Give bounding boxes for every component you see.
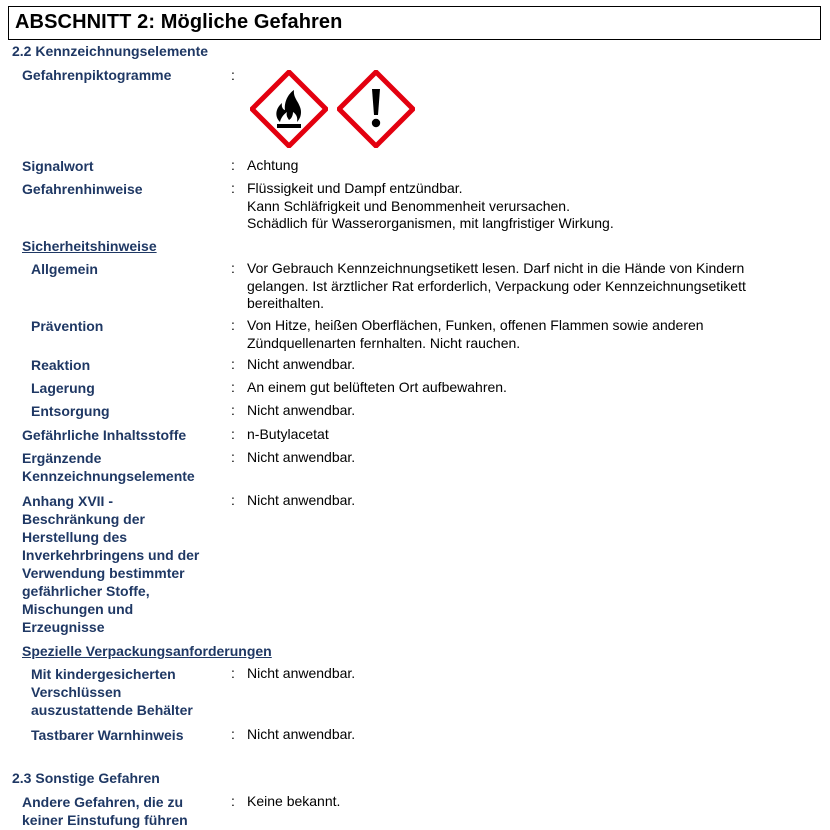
label-line: keiner Einstufung führen (22, 812, 188, 828)
label-line: Mit kindergesicherten (31, 666, 176, 682)
prevention-line: Zündquellenarten fernhalten. Nicht rauchen. (247, 334, 521, 351)
label-line: Inverkehrbringens und der (22, 547, 200, 563)
prevention-line: Von Hitze, heißen Oberflächen, Funken, offenen Flammen sowie anderen (247, 317, 704, 333)
subsection-heading-2-2: 2.2 Kennzeichnungselemente (12, 43, 209, 59)
colon: : (231, 665, 235, 681)
colon: : (231, 356, 235, 372)
other-hazards-value: Keine bekannt. (247, 793, 341, 809)
label-line: Kennzeichnungselemente (22, 468, 195, 484)
safety-instructions-heading: Sicherheitshinweise (22, 238, 157, 254)
storage-value: An einem gut belüfteten Ort aufbewahren. (247, 379, 507, 395)
tactile-warning-value: Nicht anwendbar. (247, 726, 356, 742)
childproof-value: Nicht anwendbar. (247, 665, 356, 681)
colon: : (231, 260, 235, 276)
general-line: bereithalten. (247, 295, 325, 311)
colon: : (231, 379, 235, 395)
reaction-label: Reaktion (31, 357, 91, 373)
annex-xvii-label (22, 492, 199, 636)
label-line: Herstellung des (22, 529, 128, 545)
flame-pictogram-icon (250, 70, 328, 148)
label-line: Verschlüssen (31, 684, 122, 700)
colon: : (231, 793, 235, 809)
prevention-value (247, 317, 704, 352)
annex-xvii-value: Nicht anwendbar. (247, 492, 356, 508)
supplementary-value: Nicht anwendbar. (247, 449, 356, 465)
colon: : (231, 317, 235, 333)
colon: : (231, 426, 235, 442)
colon: : (231, 449, 235, 465)
disposal-label: Entsorgung (31, 403, 110, 419)
colon: : (231, 402, 235, 418)
label-line: Anhang XVII - (22, 493, 113, 509)
exclamation-pictogram-icon (337, 70, 415, 148)
supplementary-label (22, 449, 195, 485)
general-label: Allgemein (31, 261, 98, 277)
prevention-label: Prävention (31, 318, 104, 334)
section-header-box (8, 6, 821, 40)
label-line: Mischungen und (22, 601, 134, 617)
reaction-value: Nicht anwendbar. (247, 356, 356, 372)
label-line: auszustattende Behälter (31, 702, 193, 718)
other-hazards-label (22, 793, 188, 829)
colon: : (231, 726, 235, 742)
packaging-requirements-heading: Spezielle Verpackungsanforderungen (22, 643, 272, 659)
colon: : (231, 180, 235, 196)
section-title: ABSCHNITT 2: Mögliche Gefahren (15, 11, 343, 33)
colon: : (231, 492, 235, 508)
subsection-heading-2-3: 2.3 Sonstige Gefahren (12, 770, 160, 786)
colon: : (231, 67, 235, 83)
colon: : (231, 157, 235, 173)
signal-word-value: Achtung (247, 157, 299, 173)
general-line: Vor Gebrauch Kennzeichnungsetikett lesen. Darf nicht in die Hände von Kindern (247, 260, 745, 276)
hazard-line: Kann Schläfrigkeit und Benommenheit verursachen. (247, 197, 570, 214)
storage-label: Lagerung (31, 380, 95, 396)
disposal-value: Nicht anwendbar. (247, 402, 356, 418)
pictograms-label: Gefahrenpiktogramme (22, 67, 172, 83)
label-line: Beschränkung der (22, 511, 145, 527)
hazard-statements-value (247, 180, 614, 233)
label-line: Andere Gefahren, die zu (22, 794, 184, 810)
label-line: gefährlicher Stoffe, (22, 583, 150, 599)
general-value (247, 260, 746, 313)
signal-word-label: Signalwort (22, 158, 94, 174)
tactile-warning-label: Tastbarer Warnhinweis (31, 727, 184, 743)
label-line: Erzeugnisse (22, 619, 105, 635)
hazard-line: Schädlich für Wasserorganismen, mit langfristiger Wirkung. (247, 215, 614, 231)
hazard-line: Flüssigkeit und Dampf entzündbar. (247, 180, 463, 196)
childproof-label (31, 665, 193, 719)
hazardous-ingredients-label: Gefährliche Inhaltsstoffe (22, 427, 187, 443)
hazardous-ingredients-value: n-Butylacetat (247, 426, 329, 442)
label-line: Verwendung bestimmter (22, 565, 185, 581)
general-line: gelangen. Ist ärztlicher Rat erforderlich, Verpackung oder Kennzeichnungsetikett (247, 277, 746, 294)
label-line: Ergänzende (22, 450, 102, 466)
hazard-statements-label: Gefahrenhinweise (22, 181, 143, 197)
